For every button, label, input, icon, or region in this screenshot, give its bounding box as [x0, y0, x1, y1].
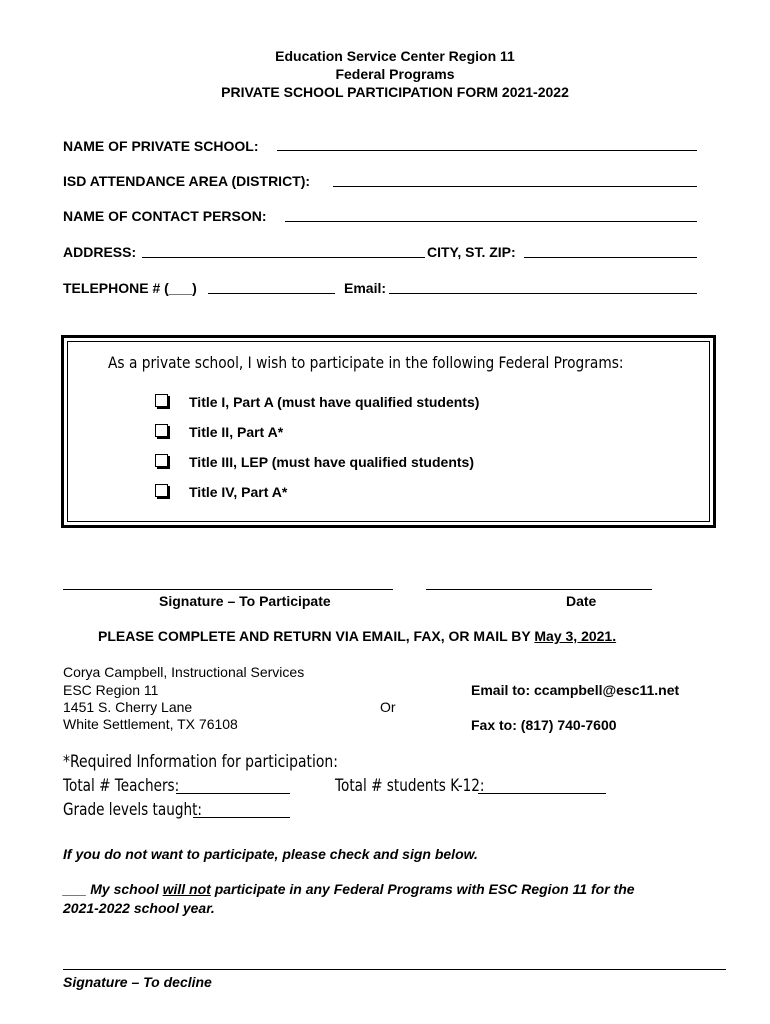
decline-instruction: If you do not want to participate, please check and sign below.: [63, 846, 478, 862]
grades-label: Grade levels taught:: [63, 800, 202, 820]
return-notice: [98, 628, 616, 644]
option-title-3: Title III, LEP (must have qualified students): [189, 454, 474, 470]
address-field[interactable]: [142, 257, 425, 258]
email-field[interactable]: [389, 293, 697, 294]
checkbox-title-3[interactable]: [155, 454, 168, 467]
participate-signature-field[interactable]: [63, 589, 393, 590]
will-not-text: will not: [162, 881, 211, 897]
school-name-field[interactable]: [277, 150, 697, 151]
isd-label: ISD ATTENDANCE AREA (DISTRICT):: [63, 173, 311, 189]
decline-text-2: participate in any Federal Programs with ESC Region 11 for the: [210, 881, 635, 897]
fax-to: Fax to: (817) 740-7600: [471, 717, 617, 733]
checkbox-title-2[interactable]: [155, 424, 168, 437]
decline-signature-label: Signature – To decline: [63, 974, 212, 990]
decline-text-1: My school: [86, 881, 163, 897]
email-to: Email to: ccampbell@esc11.net: [471, 682, 680, 698]
teachers-label: Total # Teachers:: [63, 776, 180, 796]
contact-city: White Settlement, TX 76108: [63, 716, 238, 732]
programs-heading: As a private school, I wish to participate in the following Federal Programs:: [108, 353, 624, 372]
or-text: Or: [380, 699, 396, 715]
students-field[interactable]: [478, 793, 606, 794]
isd-field[interactable]: [333, 186, 697, 187]
contact-label: NAME OF CONTACT PERSON:: [63, 208, 267, 224]
date-label: Date: [566, 593, 597, 609]
return-deadline: May 3, 2021.: [534, 628, 617, 644]
school-name-label: NAME OF PRIVATE SCHOOL:: [63, 138, 259, 154]
decline-signature-field[interactable]: [63, 969, 726, 970]
address-label: ADDRESS:: [63, 244, 137, 260]
teachers-field[interactable]: [176, 793, 290, 794]
date-field[interactable]: [426, 589, 652, 590]
option-title-4: Title IV, Part A*: [189, 484, 288, 500]
city-field[interactable]: [524, 257, 697, 258]
option-title-1: Title I, Part A (must have qualified students): [189, 394, 480, 410]
decline-check-blank[interactable]: ___: [63, 881, 87, 897]
email-label: Email:: [344, 280, 387, 296]
contact-field[interactable]: [285, 221, 697, 222]
page-title: PRIVATE SCHOOL PARTICIPATION FORM 2021-2022: [221, 84, 569, 100]
header-subtitle: Federal Programs: [335, 66, 455, 82]
contact-street: 1451 S. Cherry Lane: [63, 699, 193, 715]
checkbox-title-4[interactable]: [155, 484, 168, 497]
students-label: Total # students K-12:: [335, 776, 485, 796]
telephone-prefix: TELEPHONE #: [63, 280, 165, 296]
decline-school-year: 2021-2022 school year.: [63, 900, 215, 916]
contact-name: Corya Campbell, Instructional Services: [63, 664, 305, 680]
telephone-field[interactable]: [208, 293, 335, 294]
telephone-area-code[interactable]: (___): [164, 280, 197, 296]
decline-statement: [63, 881, 635, 897]
return-notice-text: PLEASE COMPLETE AND RETURN VIA EMAIL, FAX, OR MAIL BY: [98, 628, 535, 644]
contact-org: ESC Region 11: [63, 682, 159, 698]
telephone-label: [63, 280, 197, 296]
header-org: Education Service Center Region 11: [275, 48, 515, 64]
grades-field[interactable]: [193, 817, 290, 818]
required-heading: *Required Information for participation:: [63, 752, 338, 772]
checkbox-title-1[interactable]: [155, 394, 168, 407]
participate-signature-label: Signature – To Participate: [159, 593, 331, 609]
city-label: CITY, ST. ZIP:: [427, 244, 516, 260]
option-title-2: Title II, Part A*: [189, 424, 284, 440]
